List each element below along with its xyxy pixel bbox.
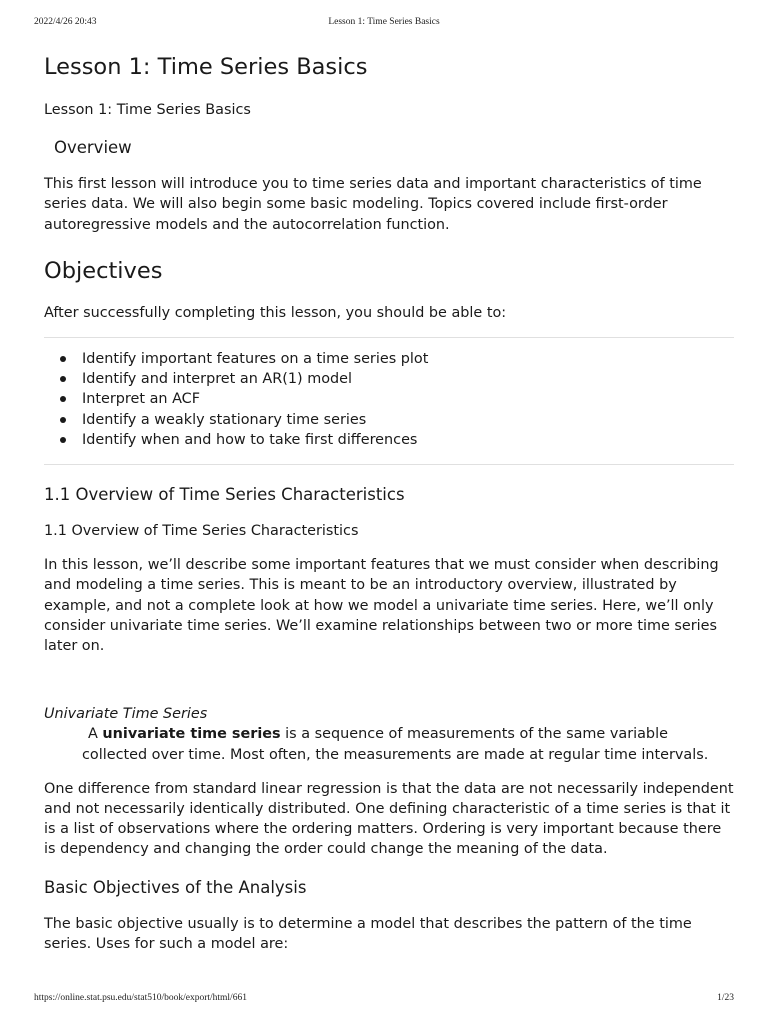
print-doc-title: Lesson 1: Time Series Basics xyxy=(328,17,440,27)
overview-heading: Overview xyxy=(54,138,132,158)
difference-paragraph: One difference from standard linear regression is that the data are not necessarily independent and not necessarily identically distributed. One defining characteristic of a time series is that it is a list of observations where the ordering matters. Ordering is very important because there is dependency and changing the order could change the meaning of the data. xyxy=(44,780,734,858)
list-item-text: Identify and interpret an AR(1) model xyxy=(82,371,353,388)
basic-objectives-heading: Basic Objectives of the Analysis xyxy=(44,877,307,897)
print-url: https://online.stat.psu.edu/stat510/book/export/html/661 xyxy=(34,993,247,1003)
page-subtitle: Lesson 1: Time Series Basics xyxy=(44,102,251,118)
objectives-list xyxy=(44,349,734,450)
bullet-icon xyxy=(60,376,66,382)
section-subtitle: 1.1 Overview of Time Series Characteristics xyxy=(44,523,359,540)
bullet-icon xyxy=(60,396,66,402)
article xyxy=(44,52,734,954)
bullet-icon xyxy=(60,437,66,443)
print-header xyxy=(34,17,734,31)
univariate-heading: Univariate Time Series xyxy=(44,706,208,723)
list-item xyxy=(82,389,734,409)
list-item-text: Identify a weakly stationary time series xyxy=(82,411,367,428)
page-number: 1/23 xyxy=(717,993,734,1003)
overview-text: This first lesson will introduce you to time series data and important characteristics of time series data. We will also begin some basic modeling. Topics covered include first-order autoregressive models and the autocorrelation function. xyxy=(44,176,702,233)
univariate-definition xyxy=(82,724,734,764)
list-item xyxy=(82,369,734,389)
list-item xyxy=(82,349,734,369)
bullet-icon xyxy=(60,417,66,423)
section-intro: In this lesson, we’ll describe some important features that we must consider when describing and modeling a time series. This is meant to be an introductory overview, illustrated by example, and not a complete look at how we model a univariate time series. Here, we’ll only consider univariate time series. We’ll examine relationships between two or more time series later on. xyxy=(44,557,719,655)
divider xyxy=(44,464,734,465)
bullet-icon xyxy=(60,356,66,362)
list-item-text: Interpret an ACF xyxy=(82,391,201,408)
list-item xyxy=(82,410,734,430)
list-item-text: Identify when and how to take first differences xyxy=(82,431,418,448)
page-title: Lesson 1: Time Series Basics xyxy=(44,54,368,80)
list-item-text: Identify important features on a time series plot xyxy=(82,351,429,368)
univariate-prefix: A xyxy=(88,726,103,743)
basic-objectives-text: The basic objective usually is to determine a model that describes the pattern of the time series. Uses for such a model are: xyxy=(44,915,692,952)
divider xyxy=(44,337,734,338)
objectives-intro: After successfully completing this lesson, you should be able to: xyxy=(44,304,507,321)
univariate-term: univariate time series xyxy=(102,726,281,743)
univariate-def-text: is a sequence of measurements of the same variable collected over time. Most often, the measurements are made at regular time intervals. xyxy=(82,726,709,763)
objectives-heading: Objectives xyxy=(44,257,163,284)
print-datetime: 2022/4/26 20:43 xyxy=(34,17,97,27)
section-heading: 1.1 Overview of Time Series Characteristics xyxy=(44,485,405,505)
list-item xyxy=(82,430,734,450)
print-footer xyxy=(34,993,734,1007)
